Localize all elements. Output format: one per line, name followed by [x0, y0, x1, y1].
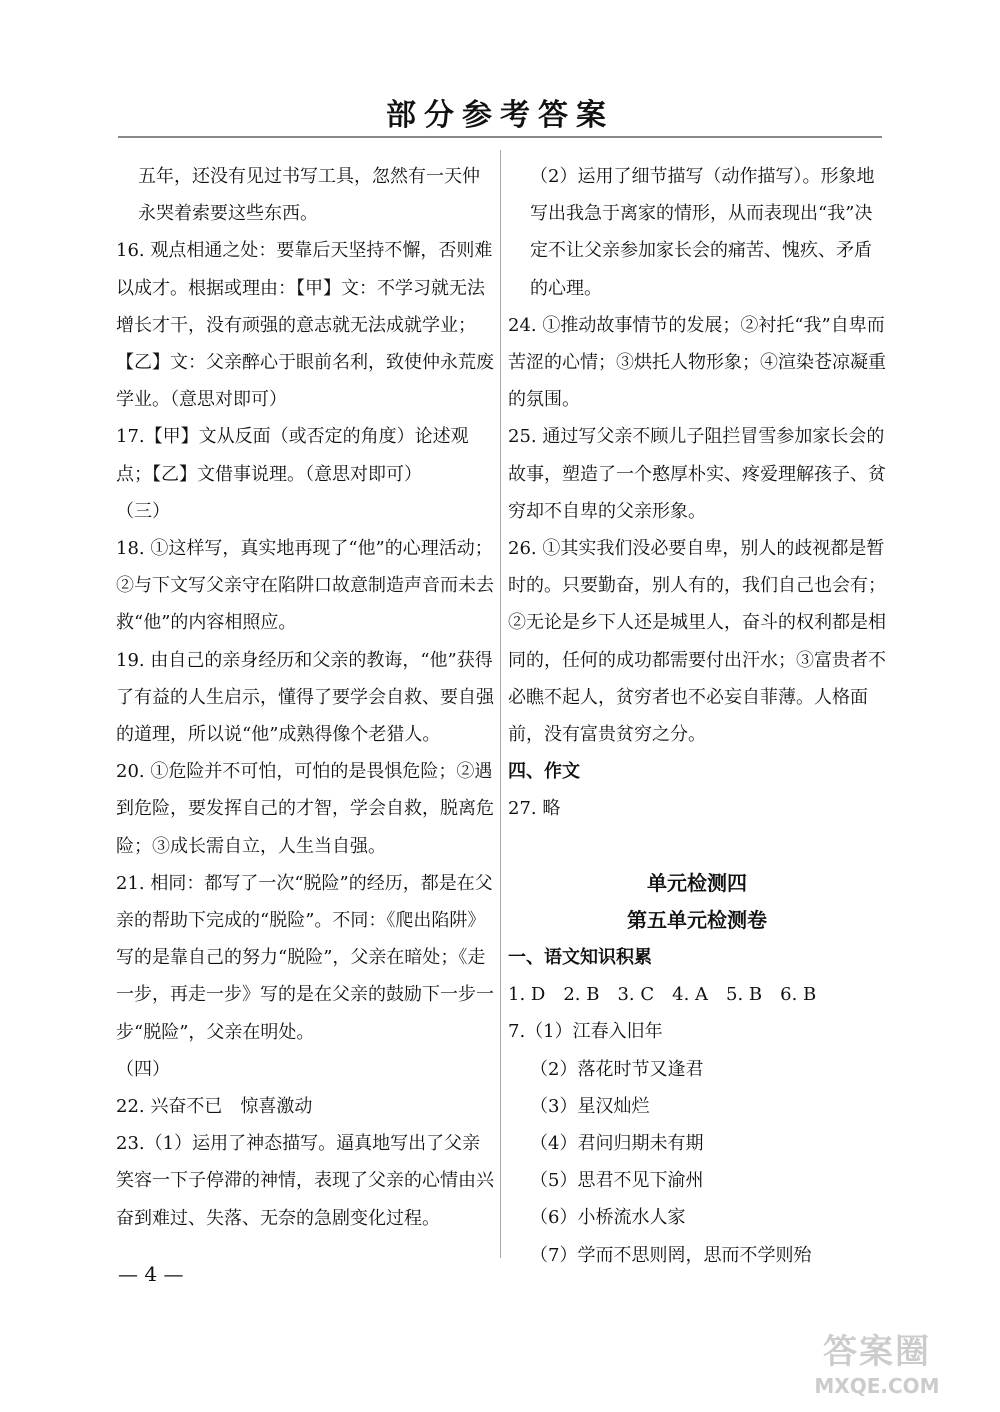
answer-item: （四）: [116, 1058, 170, 1080]
answer-item: （4）君问归期未有期: [530, 1133, 704, 1155]
section-title: 第五单元检测卷: [627, 907, 767, 932]
header-rule: [118, 136, 882, 138]
answer-item: 五年，还没有见过书写工具，忽然有一天仲永哭着索要这些东西。: [138, 166, 480, 225]
answer-item: （6）小桥流水人家: [530, 1207, 686, 1229]
page-title: 部分参考答案: [376, 96, 624, 136]
answer-item: （5）思君不见下渝州: [530, 1170, 704, 1192]
spacer: [508, 828, 886, 865]
watermark-url: MXQE.COM: [814, 1374, 940, 1398]
answer-item: 7.（1）江春入旧年: [508, 1021, 663, 1043]
answer-item: 24. ①推动故事情节的发展；②衬托“我”自卑而苦涩的心情；③烘托人物形象；④渲染苍凉凝重的氛围。: [508, 314, 886, 411]
answer-item: （三）: [116, 500, 170, 522]
answer-item: 16. 观点相通之处：要靠后天坚持不懈，否则难以成才。根据或理由：【甲】文：不学习就无法增长才干，没有顽强的意志就无法成就学业；【乙】文：父亲醉心于眼前名利，致使仲永荒废学业。（意思对即可）: [116, 240, 494, 411]
answer-item: 25. 通过写父亲不顾儿子阻拦冒雪参加家长会的故事，塑造了一个憨厚朴实、疼爱理解孩子、贫穷却不自卑的父亲形象。: [508, 426, 886, 522]
answer-item: 21. 相同：都写了一次“脱险”的经历，都是在父亲的帮助下完成的“脱险”。不同：《爬出陷阱》写的是靠自己的努力“脱险”，父亲在暗处；《走一步，再走一步》写的是在父亲的鼓励下一步一步“脱险”，父亲在明处。: [116, 872, 494, 1043]
left-column: [116, 158, 494, 1237]
section-heading: 一、语文知识积累: [508, 947, 652, 969]
page-header: [0, 96, 1000, 142]
column-divider: [500, 150, 501, 1258]
watermark-logo: 答案圈: [823, 1332, 931, 1372]
answer-item: 17.【甲】文从反面（或否定的角度）论述观点；【乙】文借事说理。（意思对即可）: [116, 426, 469, 485]
answer-item: 19. 由自己的亲身经历和父亲的教诲，“他”获得了有益的人生启示，懂得了要学会自救、要自强的道理，所以说“他”成熟得像个老猎人。: [116, 649, 494, 746]
answer-item: 1. D 2. B 3. C 4. A 5. B 6. B: [508, 984, 817, 1006]
answer-item: 27. 略: [508, 798, 561, 820]
right-column: [508, 158, 886, 1274]
answer-item: （7）学而不思则罔，思而不学则殆: [530, 1244, 812, 1266]
section-heading: 四、作文: [508, 761, 580, 783]
answer-item: 18. ①这样写，真实地再现了“他”的心理活动；②与下文写父亲守在陷阱口故意制造声音而未去救“他”的内容相照应。: [116, 538, 494, 634]
page-number: — 4 —: [118, 1262, 184, 1286]
answer-item: 22. 兴奋不已 惊喜激动: [116, 1096, 313, 1118]
section-title: 单元检测四: [647, 870, 747, 895]
answer-item: 20. ①危险并不可怕，可怕的是畏惧危险；②遇到危险，要发挥自己的才智，学会自救，脱离危险；③成长需自立，人生当自强。: [116, 761, 494, 857]
answer-item: （3）星汉灿烂: [530, 1095, 650, 1117]
answer-item: （2）运用了细节描写（动作描写）。形象地写出我急于离家的情形，从而表现出“我”决定不让父亲参加家长会的痛苦、愧疚、矛盾的心理。: [530, 166, 875, 299]
answer-item: （2）落花时节又逢君: [530, 1058, 704, 1080]
answer-item: 26. ①其实我们没必要自卑，别人的歧视都是暂时的。只要勤奋，别人有的，我们自己也会有；②无论是乡下人还是城里人，奋斗的权利都是相同的，任何的成功都需要付出汗水；③富贵者不必瞧不起人，贫穷者也不必妄自菲薄。人格面前，没有富贵贫穷之分。: [508, 538, 886, 746]
watermark: [802, 1330, 952, 1406]
answer-item: 23.（1）运用了神态描写。逼真地写出了父亲笑容一下子停滞的神情，表现了父亲的心情由兴奋到难过、失落、无奈的急剧变化过程。: [116, 1133, 494, 1229]
